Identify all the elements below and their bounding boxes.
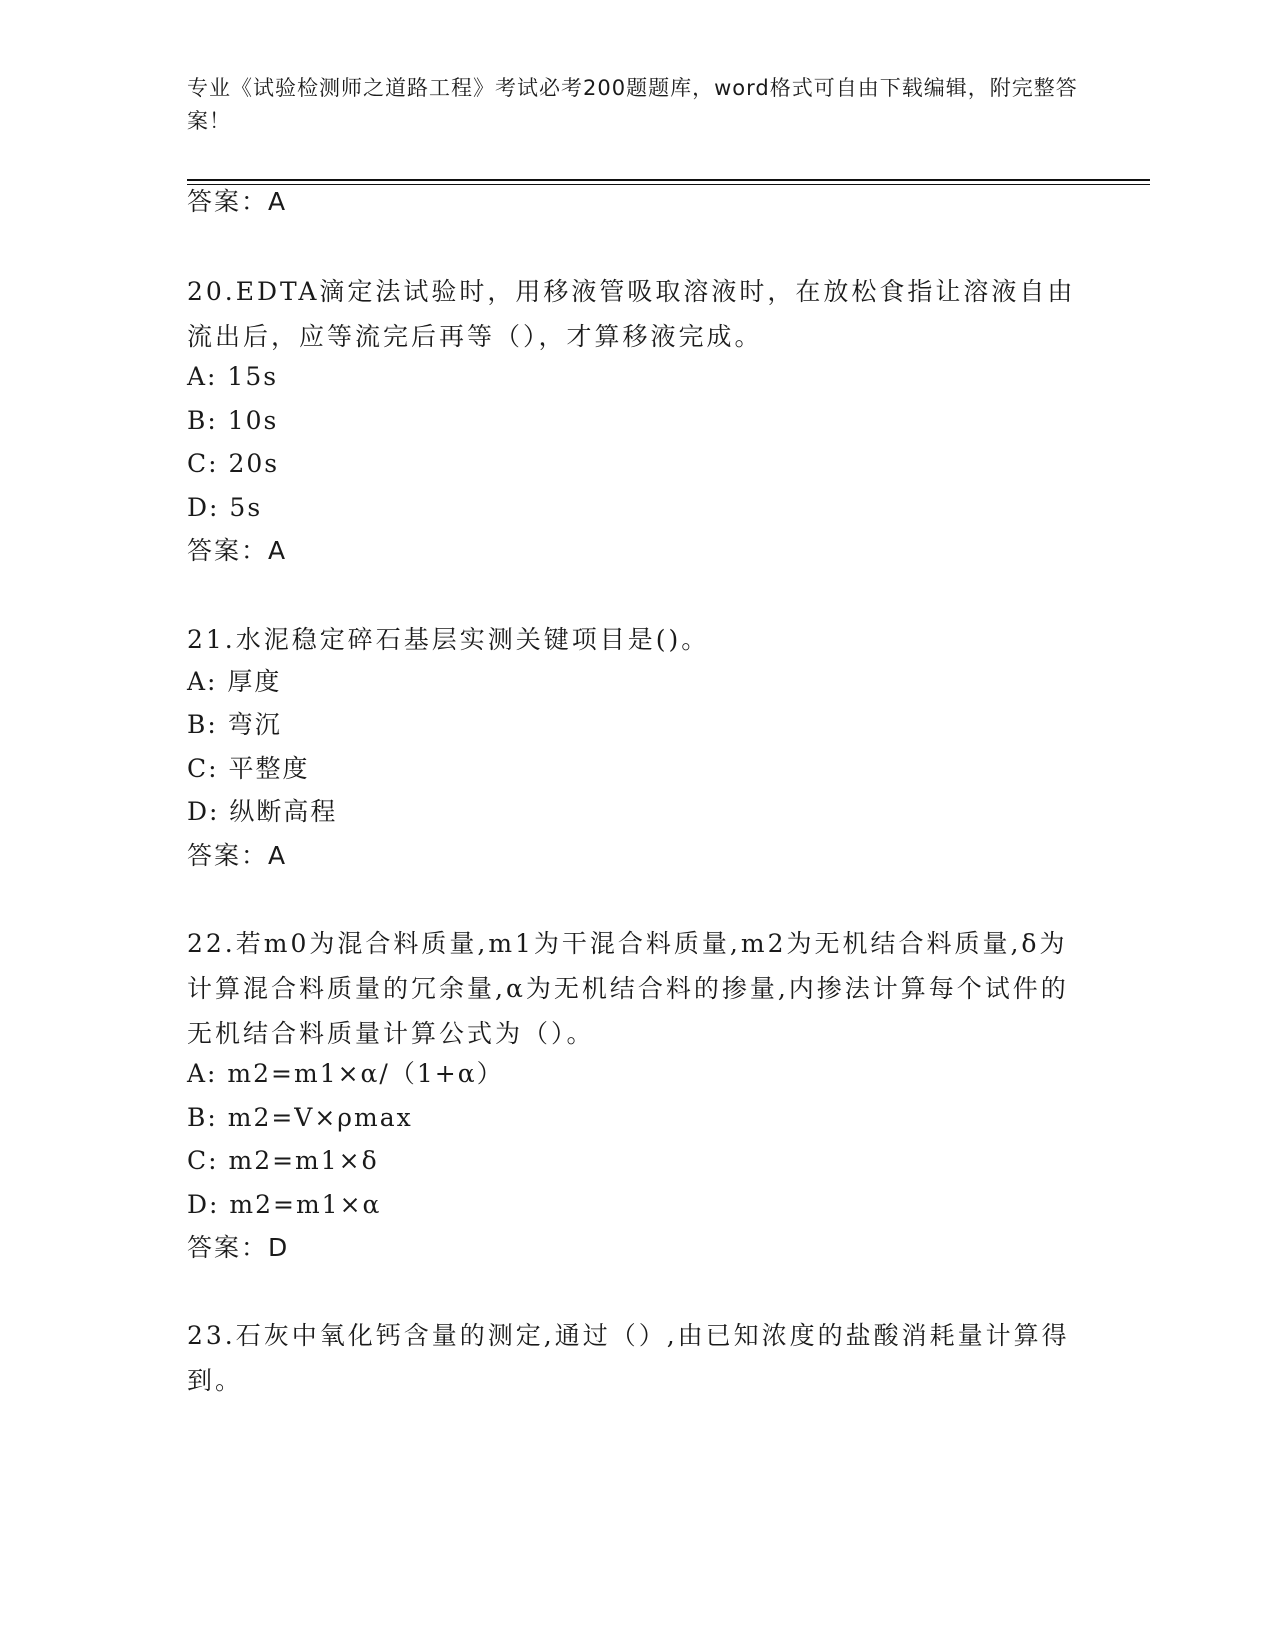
document-header: 专业《试验检测师之道路工程》考试必考200题题库，word格式可自由下载编辑，附完整答案！ xyxy=(187,76,1078,133)
option-d: D: 纵断高程 xyxy=(187,797,338,826)
header-divider-thin xyxy=(187,184,1150,185)
option-d: D: 5s xyxy=(187,493,263,522)
answer-line: 答案：A xyxy=(187,187,288,216)
question-text: 21.水泥稳定碎石基层实测关键项目是()。 xyxy=(187,625,710,654)
answer-line: 答案：A xyxy=(187,536,288,565)
option-a: A: m2=m1×α/（1+α） xyxy=(187,1059,504,1088)
question-text: 23.石灰中氧化钙含量的测定,通过（）,由已知浓度的盐酸消耗量计算得到。 xyxy=(187,1321,1070,1395)
option-c: C: 平整度 xyxy=(187,754,310,783)
option-b: B: m2=V×ρmax xyxy=(187,1103,413,1132)
header-divider xyxy=(187,179,1150,181)
answer-line: 答案：D xyxy=(187,1233,290,1262)
option-c: C: m2=m1×δ xyxy=(187,1146,379,1175)
question-text: 20.EDTA滴定法试验时，用移液管吸取溶液时，在放松食指让溶液自由流出后，应等流完后再等（），才算移液完成。 xyxy=(187,277,1076,351)
option-b: B: 弯沉 xyxy=(187,710,282,739)
option-a: A: 厚度 xyxy=(187,667,282,696)
answer-line: 答案：A xyxy=(187,841,288,870)
option-b: B: 10s xyxy=(187,406,279,435)
option-d: D: m2=m1×α xyxy=(187,1190,382,1219)
option-c: C: 20s xyxy=(187,449,280,478)
question-text: 22.若m0为混合料质量,m1为干混合料质量,m2为无机结合料质量,δ为计算混合料质量的冗余量,α为无机结合料的掺量,内掺法计算每个试件的无机结合料质量计算公式为（）。 xyxy=(187,929,1069,1048)
option-a: A: 15s xyxy=(187,362,279,391)
